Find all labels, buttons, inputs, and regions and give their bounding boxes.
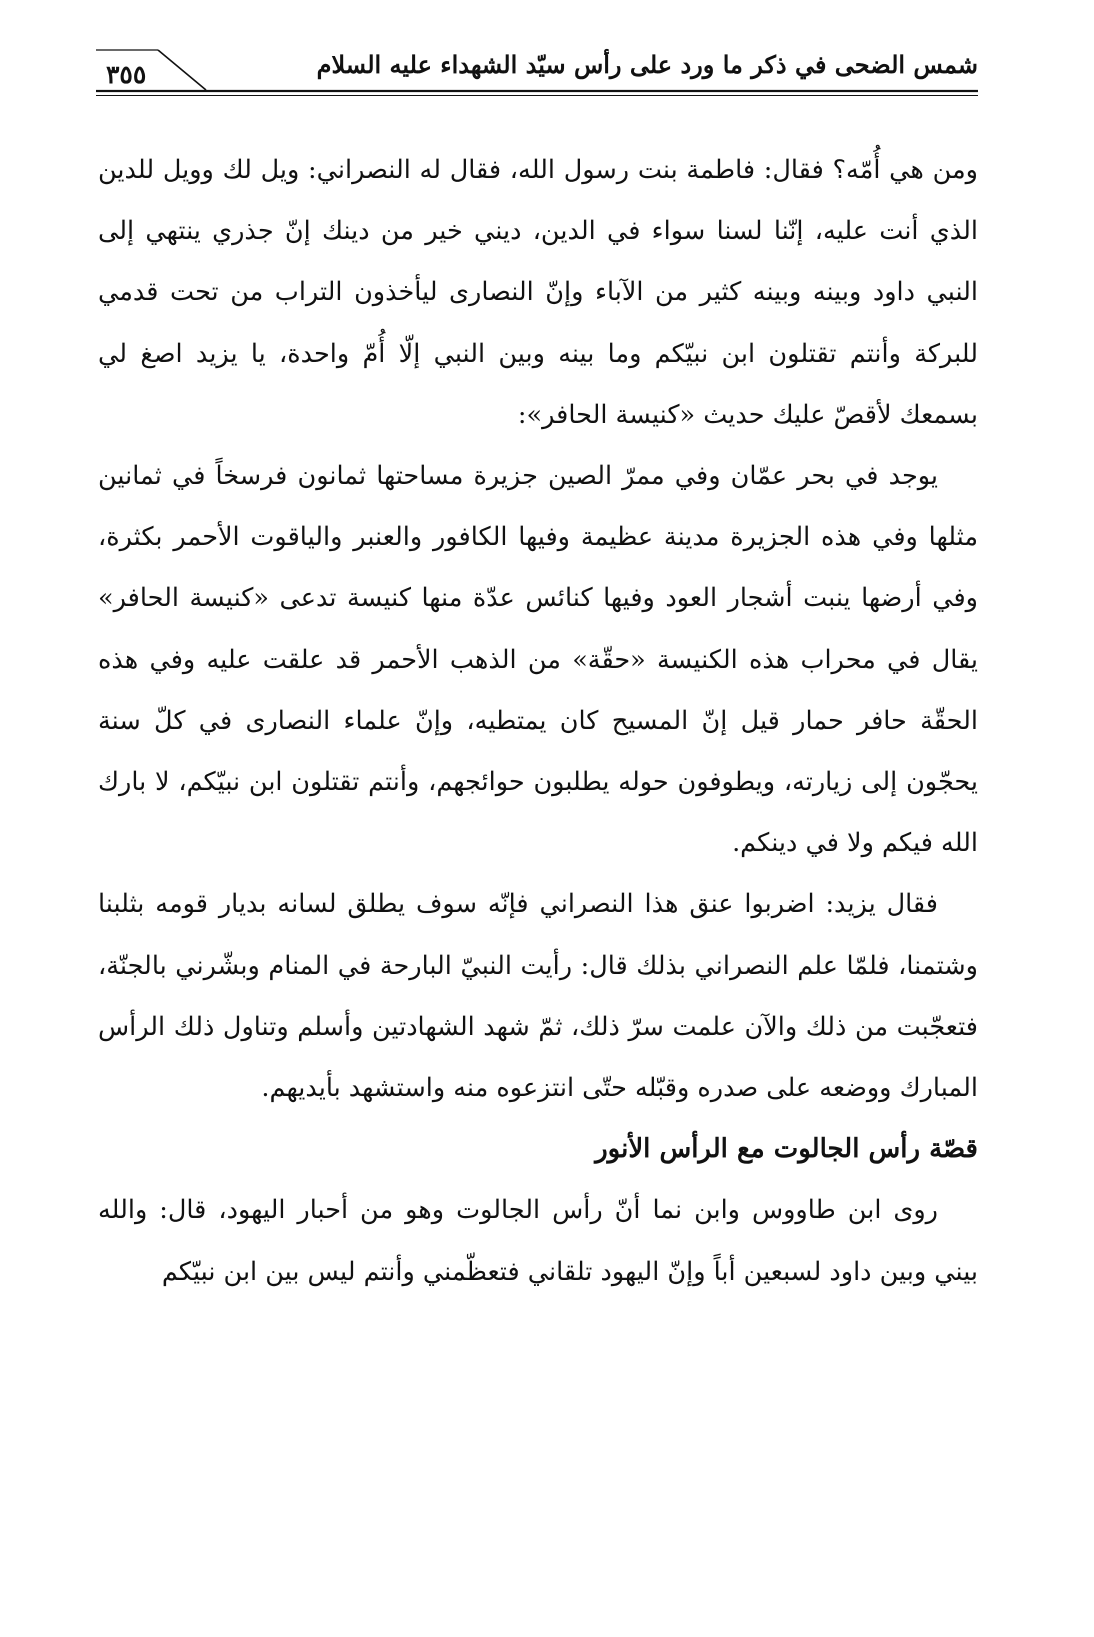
paragraph-3: فقال يزيد: اضربوا عنق هذا النصراني فإنّه سوف يطلق لسانه بديار قومه بثلبنا وشتمنا، فلمّا علم النصراني بذلك قال: رأيت النبيّ البارحة في المنام وبشّرني بالجنّة، فتعجّبت من ذلك والآن علمت سرّ ذلك، ثمّ شهد الشهادتين وأسلم وتناول ذلك الرأس المبارك ووضعه على صدره وقبّله حتّى انتزعوه منه واستشهد بأيديهم. (98, 889, 978, 1104)
page-number: ٣٥٥ (106, 60, 147, 89)
running-title: شمس الضحى في ذكر ما ورد على رأس سيّد الشهداء عليه السلام (316, 50, 978, 79)
paragraph-1: ومن هي أُمّه؟ فقال: فاطمة بنت رسول الله، فقال له النصراني: ويل لك وويل للدين الذي أنت عليه، إنّنا لسنا سواء في الدين، ديني خير من دينك إنّ جذري ينتهي إلى النبي داود وبينه وبينه كثير من الآباء وإنّ النصارى ليأخذون التراب من تحت قدمي للبركة وأنتم تقتلون ابن نبيّكم وما بينه وبين النبي إلّا أُمّ واحدة، يا يزيد اصغ لي بسمعك لأقصّ عليك حديث «كنيسة الحافر»: (98, 155, 978, 430)
running-header (96, 40, 978, 100)
paragraph-4: روى ابن طاووس وابن نما أنّ رأس الجالوت وهو من أحبار اليهود، قال: والله بيني وبين داود لسبعين أباً وإنّ اليهود تلقاني فتعظّمني وأنتم ليس بين ابن نبيّكم (98, 1195, 978, 1287)
section-heading: قصّة رأس الجالوت مع الرأس الأنور (595, 1134, 978, 1165)
paragraph-2: يوجد في بحر عمّان وفي ممرّ الصين جزيرة مساحتها ثمانون فرسخاً في ثمانين مثلها وفي هذه الجزيرة مدينة عظيمة وفيها الكافور والعنبر والياقوت الأحمر بكثرة، وفي أرضها ينبت أشجار العود وفيها كنائس عدّة منها كنيسة تدعى «كنيسة الحافر» يقال في محراب هذه الكنيسة «حقّة» من الذهب الأحمر قد علقت عليه وفي هذه الحقّة حافر حمار قيل إنّ المسيح كان يمتطيه، وإنّ علماء النصارى في كلّ سنة يحجّون إلى زيارته، ويطوفون حوله يطلبون حوائجهم، وأنتم تقتلون ابن نبيّكم، لا بارك الله فيكم ولا في دينكم. (98, 461, 978, 859)
page-body (98, 140, 978, 1303)
